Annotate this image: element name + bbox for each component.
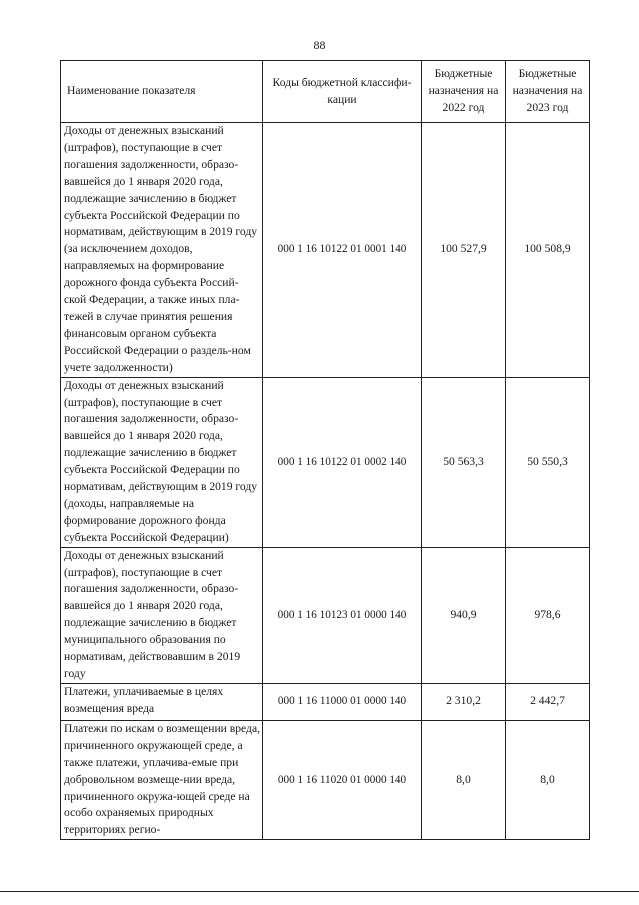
row-budget-2022: 940,9 [422, 547, 506, 683]
row-budget-2023: 2 442,7 [506, 683, 590, 720]
row-name: Платежи по искам о возмещении вреда, причиненного окружающей среде, а также платежи, уплачива-емые при добровольном возмеще-нии вреда, причиненного окружа-ющей среде на особо охраняемых природных территориях регио- [61, 720, 263, 839]
table-row [61, 720, 590, 839]
row-name: Доходы от денежных взысканий (штрафов), поступающие в счет погашения задолженности, образо-вавшейся до 1 января 2020 года, подлежащие зачислению в бюджет муниципального образования по нормативам, действовавшим в 2019 году [61, 547, 263, 683]
row-budget-2022: 2 310,2 [422, 683, 506, 720]
row-code: 000 1 16 10122 01 0002 140 [263, 377, 422, 547]
row-name: Доходы от денежных взысканий (штрафов), поступающие в счет погашения задолженности, образо-вавшейся до 1 января 2020 года, подлежащие зачислению в бюджет субъекта Российской Федерации по нормативам, действующим в 2019 году (доходы, направляемые на формирование дорожного фонда субъекта Российской Федерации) [61, 377, 263, 547]
table-row [61, 683, 590, 720]
table-row [61, 123, 590, 378]
row-budget-2022: 8,0 [422, 720, 506, 839]
row-budget-2022: 100 527,9 [422, 123, 506, 378]
row-budget-2022: 50 563,3 [422, 377, 506, 547]
row-name: Доходы от денежных взысканий (штрафов), поступающие в счет погашения задолженности, образо-вавшейся до 1 января 2020 года, подлежащие зачислению в бюджет субъекта Российской Федерации по нормативам, действующим в 2019 году (за исключением доходов, направляемых на формирование дорожного фонда субъекта Россий-ской Федерации, а также иных пла-тежей в случае принятия решения финансовым органом субъекта Российской Федерации о раздель-ном учете задолженности) [61, 123, 263, 378]
row-budget-2023: 978,6 [506, 547, 590, 683]
header-code: Коды бюджетной классифи-кации [263, 61, 422, 123]
header-budget-2023: Бюджетные назначения на 2023 год [506, 61, 590, 123]
row-code: 000 1 16 11020 01 0000 140 [263, 720, 422, 839]
row-name: Платежи, уплачиваемые в целях возмещения вреда [61, 683, 263, 720]
page-bottom-rule [0, 891, 639, 892]
page-number: 88 [313, 38, 326, 52]
header-name: Наименование показателя [61, 61, 263, 123]
row-budget-2023: 50 550,3 [506, 377, 590, 547]
header-budget-2022: Бюджетные назначения на 2022 год [422, 61, 506, 123]
row-budget-2023: 100 508,9 [506, 123, 590, 378]
row-code: 000 1 16 11000 01 0000 140 [263, 683, 422, 720]
table-row [61, 547, 590, 683]
table-row [61, 377, 590, 547]
row-code: 000 1 16 10123 01 0000 140 [263, 547, 422, 683]
budget-table [60, 60, 590, 840]
row-budget-2023: 8,0 [506, 720, 590, 839]
row-code: 000 1 16 10122 01 0001 140 [263, 123, 422, 378]
table-header-row [61, 61, 590, 123]
